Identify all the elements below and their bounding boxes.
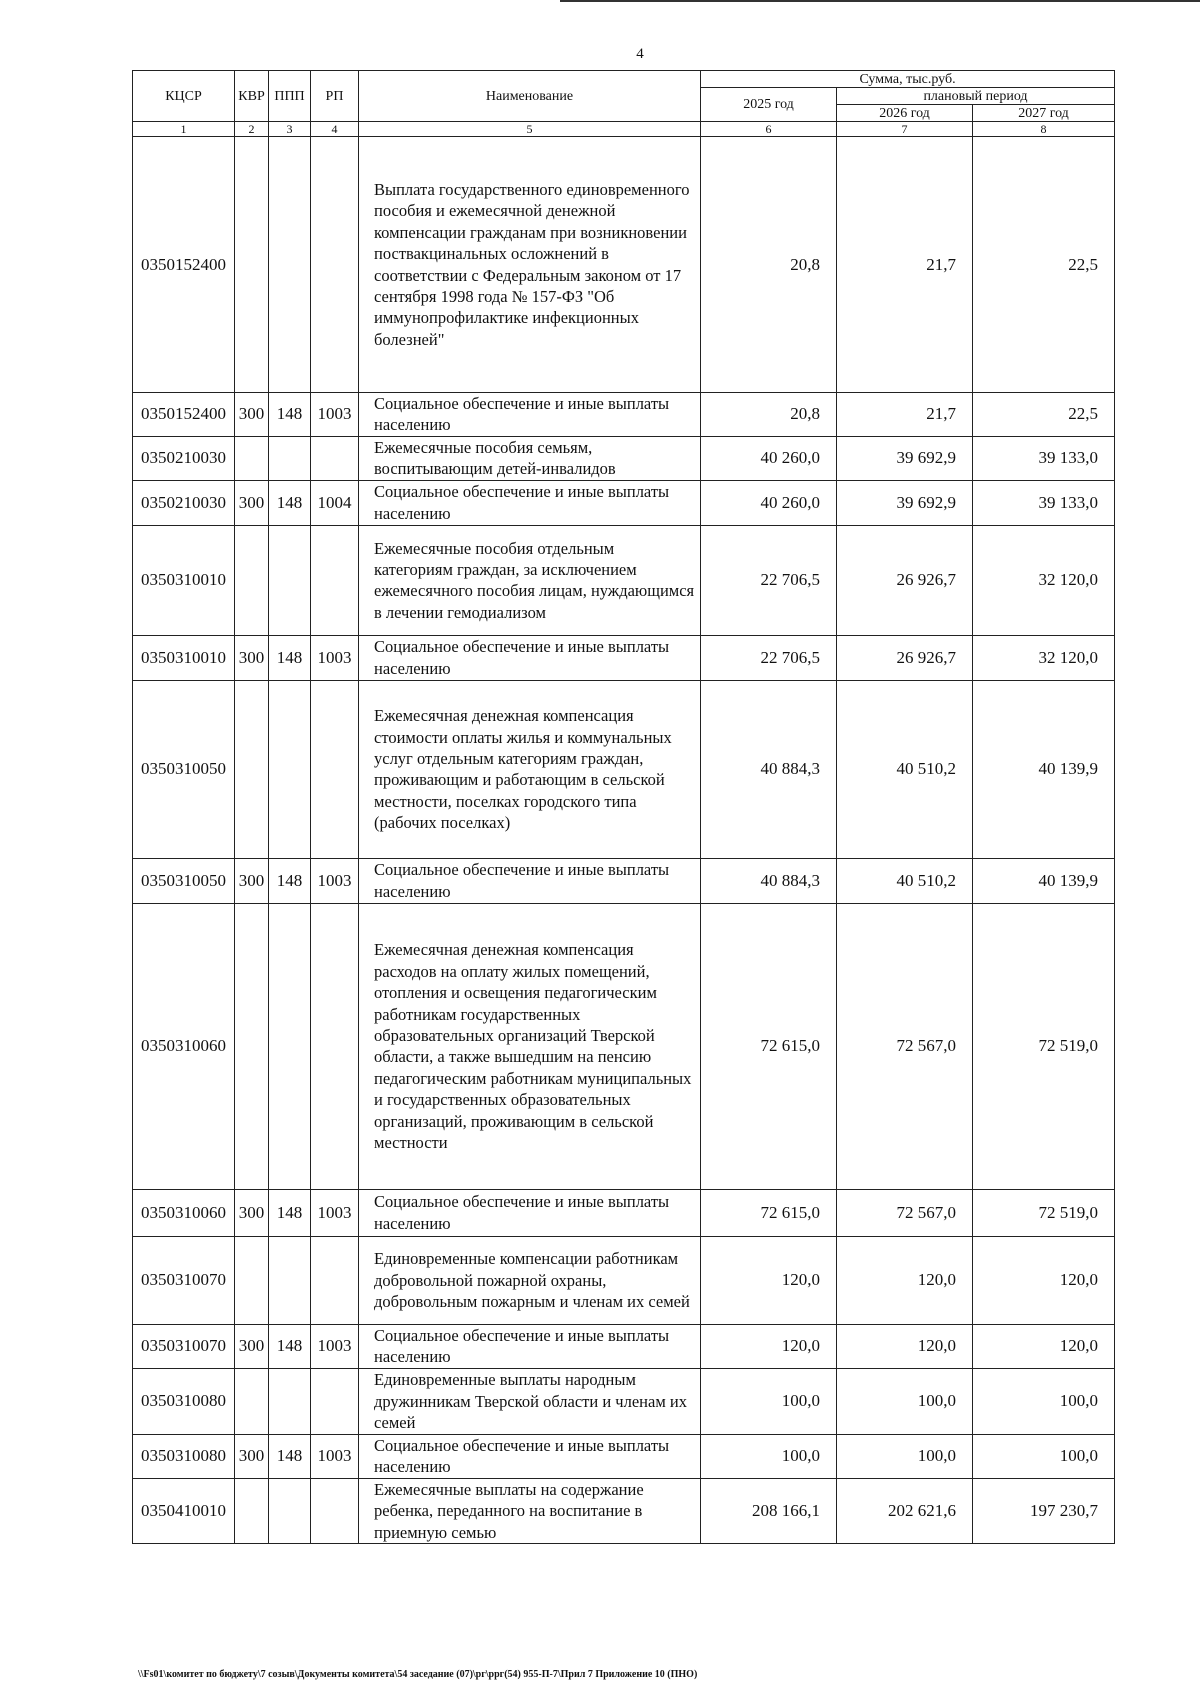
cell-ppp: 148: [269, 480, 311, 525]
cell-kvr: 300: [235, 858, 269, 903]
cell-2027: 120,0: [973, 1324, 1115, 1368]
cell-2027: 40 139,9: [973, 858, 1115, 903]
cell-rp: [311, 903, 359, 1189]
cell-rp: [311, 436, 359, 480]
cell-name: Ежемесячные пособия отдельным категориям граждан, за исключением ежемесячного пособия лицам, нуждающимся в лечении гемодиализом: [359, 525, 701, 635]
cell-ppp: [269, 903, 311, 1189]
cell-kvr: [235, 137, 269, 393]
cell-name: Социальное обеспечение и иные выплаты населению: [359, 635, 701, 680]
table-row: [133, 1324, 1115, 1368]
table-body: [133, 137, 1115, 1544]
col-num: 7: [837, 122, 973, 137]
cell-name: Ежемесячная денежная компенсация стоимости оплаты жилья и коммунальных услуг отдельным категориям граждан, проживающим и работающим в сельской местности, поселках городского типа (рабочих поселках): [359, 680, 701, 858]
table-row: [133, 1368, 1115, 1434]
header-2025: 2025 год: [701, 88, 837, 122]
cell-kcsr: 0350410010: [133, 1478, 235, 1543]
cell-rp: 1003: [311, 1434, 359, 1478]
cell-kvr: 300: [235, 635, 269, 680]
cell-name: Социальное обеспечение и иные выплаты населению: [359, 858, 701, 903]
cell-2025: 100,0: [701, 1434, 837, 1478]
header-planned: плановый период: [837, 88, 1115, 105]
cell-2027: 32 120,0: [973, 525, 1115, 635]
cell-kcsr: 0350310010: [133, 635, 235, 680]
cell-2026: 40 510,2: [837, 858, 973, 903]
cell-2025: 72 615,0: [701, 1189, 837, 1236]
cell-ppp: 148: [269, 1434, 311, 1478]
cell-kcsr: 0350310060: [133, 1189, 235, 1236]
cell-rp: 1003: [311, 635, 359, 680]
table-row: [133, 480, 1115, 525]
cell-kvr: [235, 1368, 269, 1434]
cell-2026: 39 692,9: [837, 436, 973, 480]
cell-rp: 1003: [311, 1324, 359, 1368]
cell-2026: 21,7: [837, 393, 973, 437]
cell-rp: 1003: [311, 1189, 359, 1236]
cell-name: Ежемесячные пособия семьям, воспитывающим детей-инвалидов: [359, 436, 701, 480]
cell-kcsr: 0350310050: [133, 680, 235, 858]
cell-2027: 22,5: [973, 137, 1115, 393]
cell-ppp: [269, 436, 311, 480]
header-2027: 2027 год: [973, 105, 1115, 122]
cell-name: Ежемесячные выплаты на содержание ребенка, переданного на воспитание в приемную семью: [359, 1478, 701, 1543]
cell-2025: 120,0: [701, 1324, 837, 1368]
cell-name: Единовременные выплаты народным дружинникам Тверской области и членам их семей: [359, 1368, 701, 1434]
cell-rp: [311, 1368, 359, 1434]
cell-rp: 1003: [311, 393, 359, 437]
table-row: [133, 858, 1115, 903]
cell-kvr: 300: [235, 393, 269, 437]
header-kcsr: КЦСР: [133, 71, 235, 122]
cell-2027: 22,5: [973, 393, 1115, 437]
table-row: [133, 1189, 1115, 1236]
cell-kcsr: 0350310070: [133, 1324, 235, 1368]
cell-2026: 26 926,7: [837, 525, 973, 635]
table-row: [133, 903, 1115, 1189]
header-rp: РП: [311, 71, 359, 122]
cell-kcsr: 0350310010: [133, 525, 235, 635]
cell-2025: 72 615,0: [701, 903, 837, 1189]
cell-2025: 40 884,3: [701, 858, 837, 903]
cell-2026: 26 926,7: [837, 635, 973, 680]
cell-kvr: [235, 680, 269, 858]
cell-ppp: 148: [269, 1189, 311, 1236]
cell-kcsr: 0350152400: [133, 393, 235, 437]
col-num: 8: [973, 122, 1115, 137]
header-ppp: ППП: [269, 71, 311, 122]
header-name: Наименование: [359, 71, 701, 122]
cell-name: Социальное обеспечение и иные выплаты населению: [359, 1324, 701, 1368]
cell-kvr: 300: [235, 480, 269, 525]
table-row: [133, 1236, 1115, 1324]
cell-kvr: 300: [235, 1324, 269, 1368]
table-row: [133, 635, 1115, 680]
cell-2025: 40 260,0: [701, 480, 837, 525]
cell-kvr: [235, 1236, 269, 1324]
header-kvr: КВР: [235, 71, 269, 122]
col-num: 2: [235, 122, 269, 137]
cell-2025: 20,8: [701, 393, 837, 437]
cell-2025: 22 706,5: [701, 635, 837, 680]
col-num: 4: [311, 122, 359, 137]
cell-rp: [311, 137, 359, 393]
cell-name: Социальное обеспечение и иные выплаты населению: [359, 1434, 701, 1478]
cell-2027: 120,0: [973, 1236, 1115, 1324]
file-path-footer: \\Fs01\комитет по бюджету\7 созыв\Документы комитета\54 заседание (07)\рг\ррг(54) 955-П-7\Прил 7 Приложение 10 (ПНО): [138, 1669, 698, 1680]
scan-edge-line: [560, 0, 1200, 2]
column-number-row: [133, 122, 1115, 137]
cell-2025: 120,0: [701, 1236, 837, 1324]
table-row: [133, 436, 1115, 480]
page-number: 4: [636, 46, 644, 62]
cell-2026: 120,0: [837, 1324, 973, 1368]
budget-table: [132, 70, 1115, 1544]
cell-2025: 22 706,5: [701, 525, 837, 635]
cell-ppp: [269, 1478, 311, 1543]
cell-name: Социальное обеспечение и иные выплаты населению: [359, 393, 701, 437]
cell-2025: 208 166,1: [701, 1478, 837, 1543]
cell-name: Выплата государственного единовременного пособия и ежемесячной денежной компенсации гражданам при возникновении поствакцинальных осложнений в соответствии с Федеральным законом от 17 сентября 1998 года № 157-ФЗ "Об иммунопрофилактике инфекционных болезней": [359, 137, 701, 393]
cell-ppp: 148: [269, 635, 311, 680]
cell-2026: 120,0: [837, 1236, 973, 1324]
cell-2026: 72 567,0: [837, 903, 973, 1189]
cell-2026: 202 621,6: [837, 1478, 973, 1543]
col-num: 1: [133, 122, 235, 137]
cell-ppp: 148: [269, 393, 311, 437]
cell-2025: 100,0: [701, 1368, 837, 1434]
cell-2027: 197 230,7: [973, 1478, 1115, 1543]
header-2026: 2026 год: [837, 105, 973, 122]
cell-2026: 100,0: [837, 1368, 973, 1434]
cell-2025: 20,8: [701, 137, 837, 393]
cell-kvr: 300: [235, 1189, 269, 1236]
cell-kcsr: 0350310080: [133, 1434, 235, 1478]
table-row: [133, 393, 1115, 437]
col-num: 3: [269, 122, 311, 137]
cell-rp: [311, 680, 359, 858]
col-num: 6: [701, 122, 837, 137]
table-row: [133, 1434, 1115, 1478]
cell-2026: 21,7: [837, 137, 973, 393]
header-sum: Сумма, тыс.руб.: [701, 71, 1115, 88]
cell-rp: 1003: [311, 858, 359, 903]
cell-kcsr: 0350310060: [133, 903, 235, 1189]
cell-kcsr: 0350210030: [133, 436, 235, 480]
table-row: [133, 1478, 1115, 1543]
cell-kcsr: 0350152400: [133, 137, 235, 393]
cell-ppp: [269, 525, 311, 635]
cell-2027: 40 139,9: [973, 680, 1115, 858]
cell-ppp: [269, 680, 311, 858]
cell-2025: 40 884,3: [701, 680, 837, 858]
cell-name: Социальное обеспечение и иные выплаты населению: [359, 480, 701, 525]
cell-rp: [311, 1236, 359, 1324]
cell-ppp: [269, 1236, 311, 1324]
cell-2027: 39 133,0: [973, 436, 1115, 480]
cell-ppp: 148: [269, 858, 311, 903]
cell-2027: 100,0: [973, 1368, 1115, 1434]
cell-rp: 1004: [311, 480, 359, 525]
cell-2026: 39 692,9: [837, 480, 973, 525]
cell-kcsr: 0350210030: [133, 480, 235, 525]
cell-kvr: [235, 903, 269, 1189]
cell-name: Ежемесячная денежная компенсация расходов на оплату жилых помещений, отопления и освещения педагогическим работникам государственных образовательных организаций Тверской области, а также вышедшим на пенсию педагогическим работникам муниципальных и государственных образовательных организаций, проживающим в сельской местности: [359, 903, 701, 1189]
cell-name: Социальное обеспечение и иные выплаты населению: [359, 1189, 701, 1236]
cell-rp: [311, 1478, 359, 1543]
cell-2027: 72 519,0: [973, 1189, 1115, 1236]
cell-2026: 40 510,2: [837, 680, 973, 858]
col-num: 5: [359, 122, 701, 137]
cell-kvr: [235, 1478, 269, 1543]
cell-rp: [311, 525, 359, 635]
cell-2027: 100,0: [973, 1434, 1115, 1478]
table-row: [133, 525, 1115, 635]
cell-kcsr: 0350310070: [133, 1236, 235, 1324]
cell-kvr: 300: [235, 1434, 269, 1478]
cell-kvr: [235, 525, 269, 635]
cell-2027: 39 133,0: [973, 480, 1115, 525]
cell-ppp: [269, 137, 311, 393]
cell-ppp: 148: [269, 1324, 311, 1368]
cell-2025: 40 260,0: [701, 436, 837, 480]
cell-2026: 72 567,0: [837, 1189, 973, 1236]
cell-kcsr: 0350310050: [133, 858, 235, 903]
cell-ppp: [269, 1368, 311, 1434]
cell-name: Единовременные компенсации работникам добровольной пожарной охраны, добровольным пожарным и членам их семей: [359, 1236, 701, 1324]
cell-kcsr: 0350310080: [133, 1368, 235, 1434]
cell-2027: 32 120,0: [973, 635, 1115, 680]
cell-2027: 72 519,0: [973, 903, 1115, 1189]
table-row: [133, 137, 1115, 393]
table-row: [133, 680, 1115, 858]
cell-2026: 100,0: [837, 1434, 973, 1478]
cell-kvr: [235, 436, 269, 480]
